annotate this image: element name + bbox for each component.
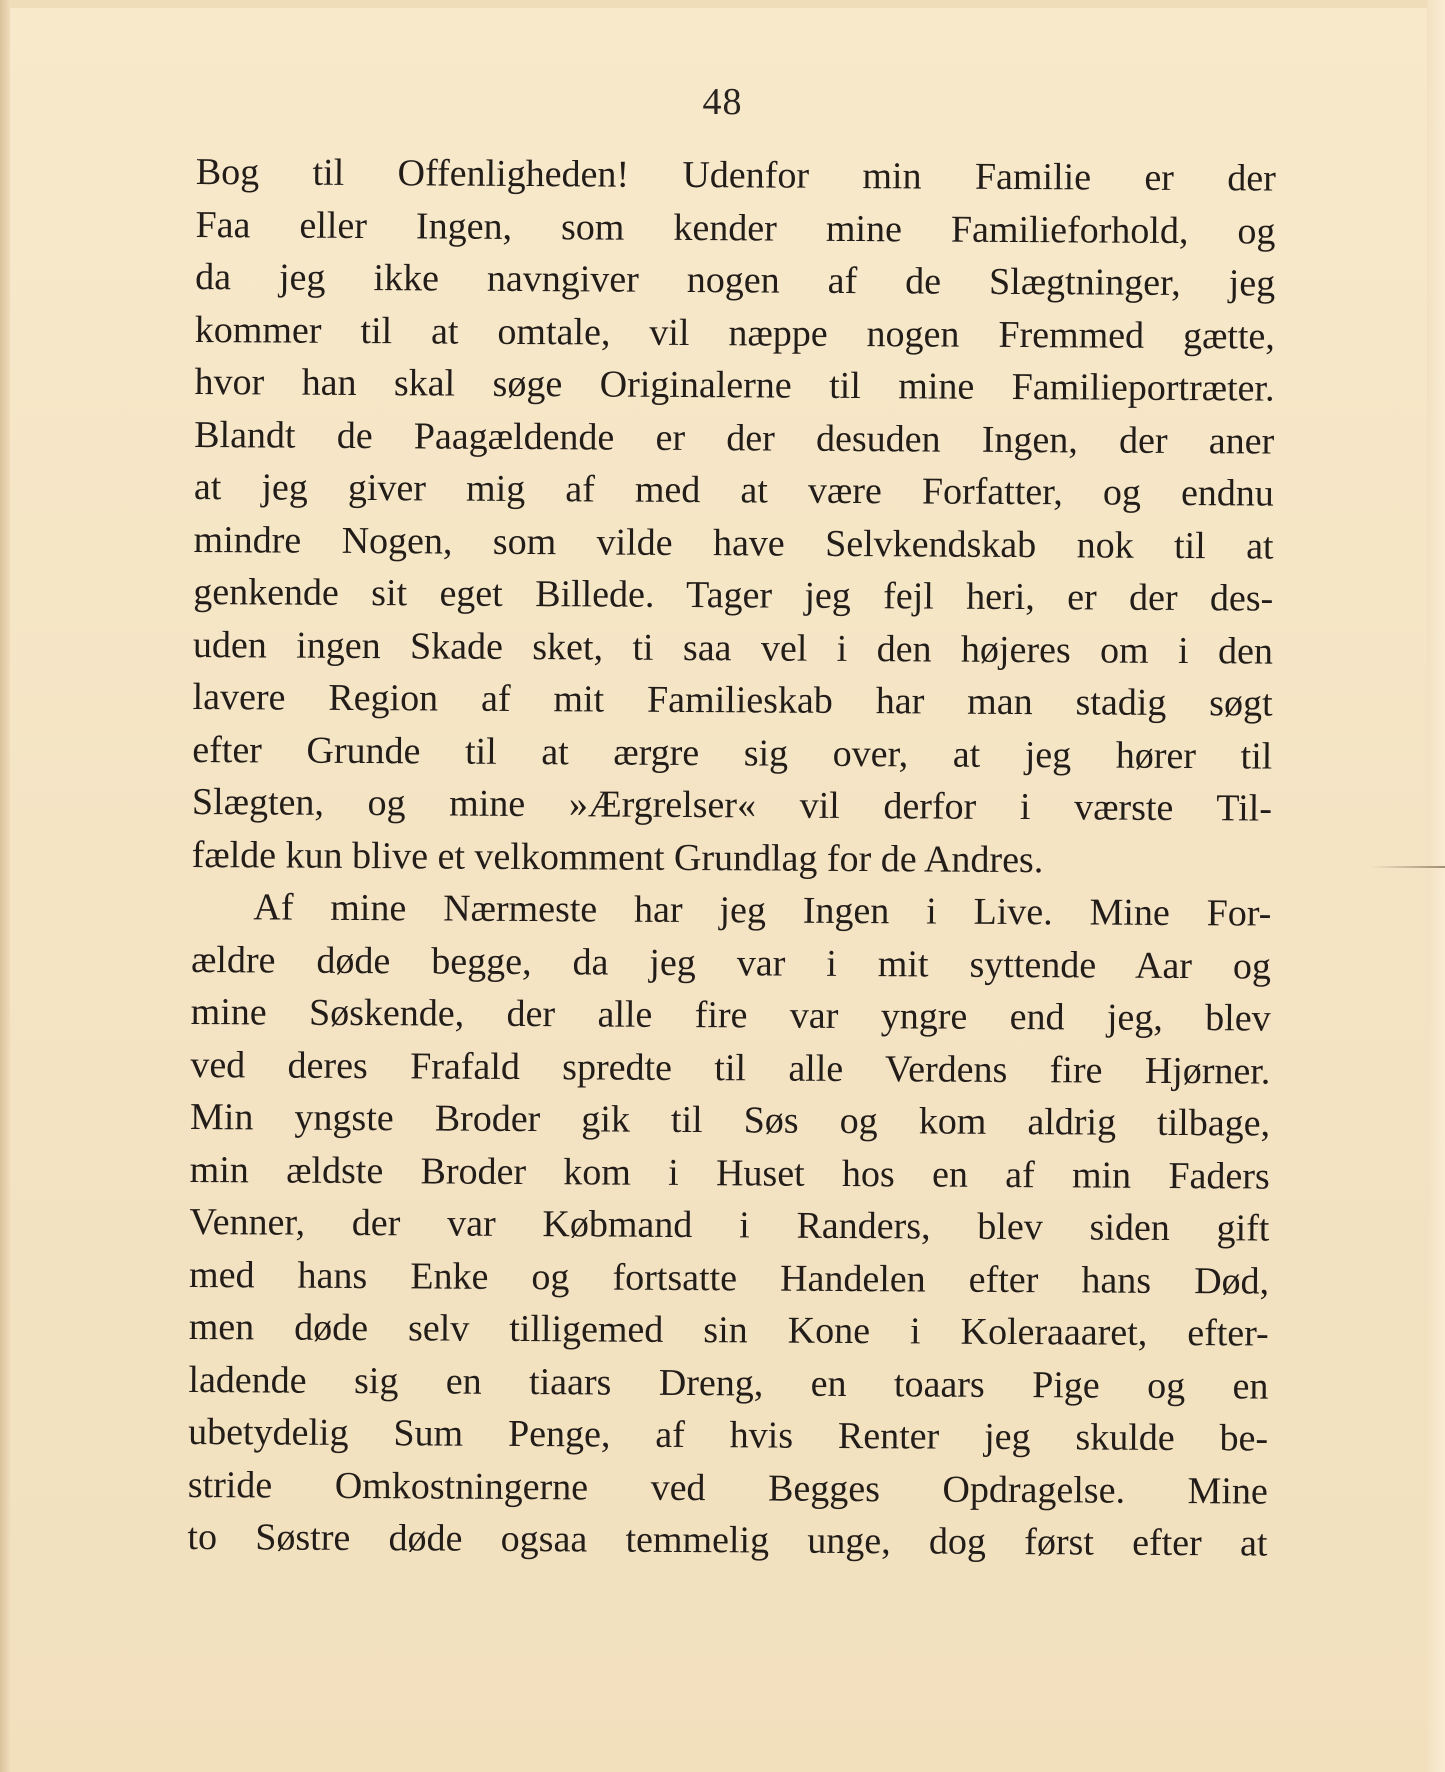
text-line: min ældste Broder kom i Huset hos en af min Faders	[189, 1148, 1270, 1198]
text-line: genkende sit eget Billede. Tager jeg fejl heri, er der des-	[193, 570, 1274, 620]
text-line: hvor han skal søge Originalerne til mine Familieportræter.	[194, 360, 1275, 410]
page-edge-top	[0, 0, 1445, 8]
text-line: Min yngste Broder gik til Søs og kom aldrig tilbage,	[189, 1095, 1271, 1145]
text-line: kommer til at omtale, vil næppe nogen Fremmed gætte,	[194, 308, 1275, 358]
page-number: 48	[702, 81, 743, 123]
page-edge-left	[0, 0, 10, 1772]
text-line: men døde selv tilligemed sin Kone i Koleraaaret, efter-	[188, 1305, 1269, 1355]
text-line: Blandt de Paagældende er der desuden Ingen, der aner	[194, 413, 1275, 463]
text-line: ved deres Frafald spredte til alle Verdens fire Hjørner.	[190, 1043, 1271, 1093]
text-line: Af mine Nærmeste har jeg Ingen i Live. Mine For-	[253, 886, 1272, 935]
text-line: Bog til Offenligheden! Udenfor min Familie er der	[195, 150, 1276, 200]
text-line: to Søstre døde ogsaa temmelig unge, dog først efter at	[187, 1515, 1268, 1565]
text-line: ældre døde begge, da jeg var i mit syttende Aar og	[190, 938, 1272, 988]
text-line: mine Søskende, der alle fire var yngre end jeg, blev	[190, 990, 1271, 1040]
text-line: mindre Nogen, som vilde have Selvkendskab nok til at	[193, 518, 1274, 568]
text-line: Faa eller Ingen, som kender mine Familieforhold, og	[195, 203, 1276, 253]
text-line: efter Grunde til at ærgre sig over, at jeg hører til	[192, 728, 1273, 778]
text-line: fælde kun blive et velkomment Grundlag for de Andres.	[191, 833, 1044, 881]
text-line: ubetydelig Sum Penge, af hvis Renter jeg skulde be-	[188, 1410, 1269, 1460]
text-line: Slægten, og mine »Ærgrelser« vil derfor i værste Til-	[191, 780, 1273, 830]
text-line: at jeg giver mig af med at være Forfatter, og endnu	[193, 465, 1275, 515]
text-line: da jeg ikke navngiver nogen af de Slægtninger, jeg	[195, 255, 1276, 305]
body-text	[187, 146, 1276, 1570]
text-line: med hans Enke og fortsatte Handelen efter hans Død,	[188, 1253, 1270, 1303]
text-line: stride Omkostningerne ved Begges Opdragelse. Mine	[187, 1463, 1268, 1513]
text-line: uden ingen Skade sket, ti saa vel i den højeres om i den	[192, 623, 1274, 673]
text-line: lavere Region af mit Familieskab har man stadig søgt	[192, 675, 1273, 725]
text-line: ladende sig en tiaars Dreng, en toaars Pige og en	[188, 1358, 1269, 1408]
fold-mark	[1370, 866, 1445, 868]
page-edge-right	[1427, 0, 1445, 1772]
text-line: Venner, der var Købmand i Randers, blev siden gift	[189, 1200, 1270, 1250]
